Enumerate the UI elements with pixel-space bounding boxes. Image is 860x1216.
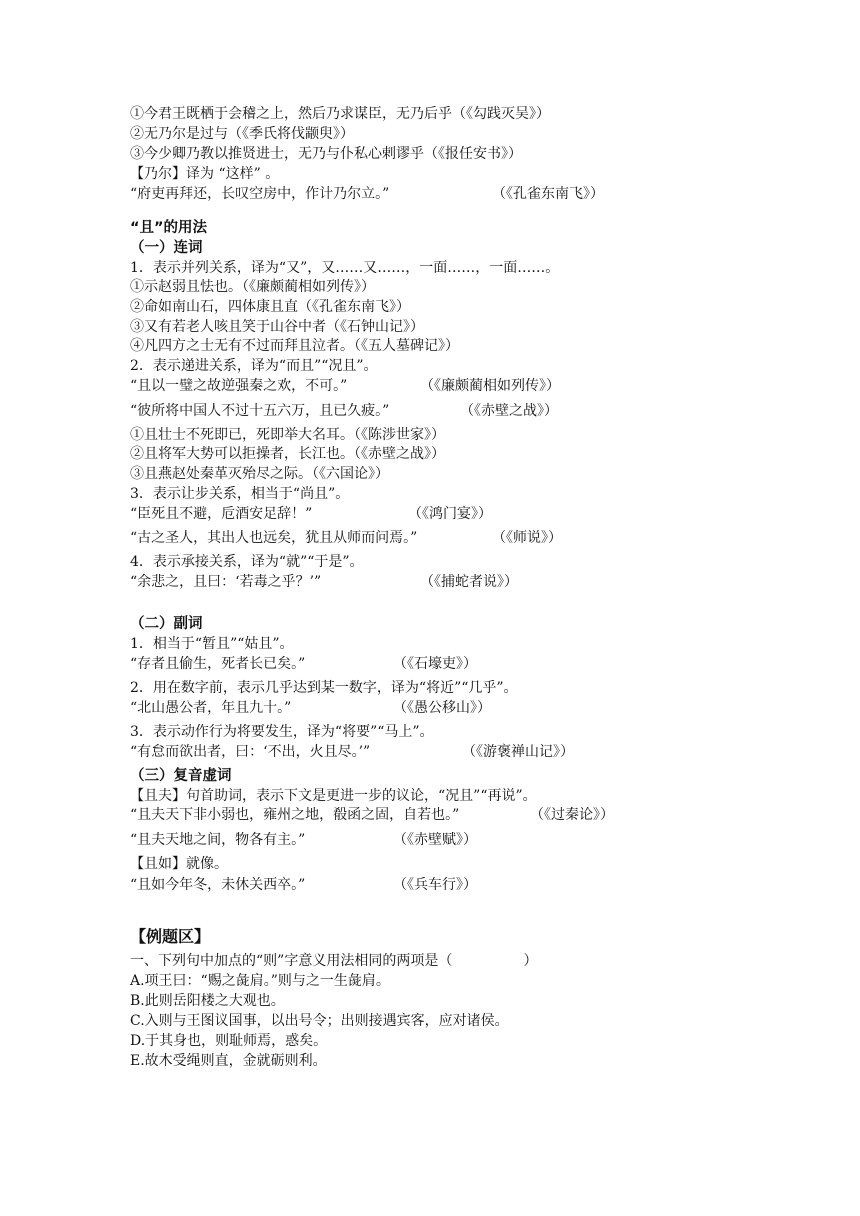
text-line: “且如今年冬，未休关西卒。”: [130, 877, 306, 893]
answer-option: B.此则岳阳楼之大观也。: [130, 993, 285, 1009]
text-line: ②无乃尔是过与（《季氏将伐颛臾》）: [130, 126, 354, 142]
source-citation: （《石壕吏》）: [393, 656, 477, 672]
section-heading: “且”的用法: [130, 220, 208, 236]
subsection-heading: （三）复音虚词: [130, 768, 232, 784]
source-citation: （《捕蛇者说》）: [420, 574, 518, 590]
text-line: 2．用在数字前，表示几乎达到某一数字，译为“将近”“几乎”。: [130, 680, 518, 696]
question-stem: 一、下列句中加点的“则”字意义用法相同的两项是（ ）: [130, 953, 538, 969]
text-line: “且夫天地之间，物各有主。”: [130, 832, 306, 848]
text-line: ③又有若老人咳且笑于山谷中者（《石钟山记》）: [130, 319, 424, 335]
source-citation: （《师说》）: [492, 530, 562, 546]
text-line: ③且燕赵处秦革灭殆尽之际。（《六国论》）: [130, 466, 389, 482]
text-line: 【且夫】句首助词，表示下文是更进一步的议论，“况且”“再说”。: [130, 788, 537, 804]
text-line: 【且如】就像。: [130, 856, 228, 872]
answer-option: E.故木受绳则直，金就砺则利。: [130, 1053, 327, 1069]
text-line: ①且壮士不死即已，死即举大名耳。（《陈涉世家》）: [130, 427, 445, 443]
text-line: “且以一璧之故逆强秦之欢，不可。”: [130, 378, 348, 394]
text-line: 1．相当于“暂且”“姑且”。: [130, 636, 294, 652]
text-line: 1．表示并列关系，译为“又”，又……又……，一面……，一面……。: [130, 260, 560, 276]
text-line: “彼所将中国人不过十五六万，且已久疲。”: [130, 403, 390, 419]
text-line: ①今君王既栖于会稽之上，然后乃求谋臣，无乃后乎（《勾践灭吴》）: [130, 106, 550, 122]
subsection-heading: （一）连词: [130, 240, 203, 256]
source-citation: （《孔雀东南飞》）: [492, 186, 604, 202]
source-citation: （《兵车行》）: [393, 877, 477, 893]
text-line: ②且将军大势可以拒操者，长江也。（《赤壁之战》）: [130, 446, 445, 462]
text-line: “古之圣人，其出人也远矣，犹且从师而问焉。”: [130, 530, 418, 546]
text-line: 【乃尔】译为 “这样” 。: [130, 166, 280, 182]
text-line: ②命如南山石，四体康且直（《孔雀东南飞》）: [130, 299, 410, 315]
text-line: ③今少卿乃教以推贤进士，无乃与仆私心剌谬乎（《报任安书》）: [130, 146, 522, 162]
text-line: “且夫天下非小弱也，雍州之地，殽函之固，自若也。”: [130, 807, 460, 823]
source-citation: （《廉颇蔺相如列传》）: [420, 378, 560, 394]
text-line: 2．表示递进关系，译为“而且”“况且”。: [130, 358, 378, 374]
text-line: 3．表示让步关系，相当于“尚且”。: [130, 486, 350, 502]
source-citation: （《愚公移山》）: [393, 700, 491, 716]
subsection-heading: （二）副词: [130, 616, 203, 632]
source-citation: （《赤壁赋》）: [393, 832, 477, 848]
text-line: “府吏再拜还，长叹空房中，作计乃尔立。”: [130, 186, 390, 202]
answer-option: D.于其身也，则耻师焉，惑矣。: [130, 1033, 328, 1049]
source-citation: （《过秦论》）: [530, 807, 614, 823]
text-line: “北山愚公者，年且九十。”: [130, 700, 292, 716]
text-line: 3．表示动作行为将要发生，译为“将要”“马上”。: [130, 724, 434, 740]
text-line: 4．表示承接关系，译为“就”“于是”。: [130, 554, 364, 570]
answer-option: A.项王曰：“赐之彘肩。”则与之一生彘肩。: [130, 973, 390, 989]
text-line: ①示赵弱且怯也。（《廉颇蔺相如列传》）: [130, 279, 375, 295]
text-line: “余悲之，且曰：‘若毒之乎？’”: [130, 574, 322, 590]
section-heading: 【例题区】: [130, 927, 211, 946]
source-citation: （《鸿门宴》）: [408, 506, 492, 522]
text-line: “存者且偷生，死者长已矣。”: [130, 656, 306, 672]
text-line: “有怠而欲出者，曰：‘不出，火且尽。’”: [130, 744, 371, 760]
text-line: “臣死且不避，卮酒安足辞！”: [130, 506, 313, 522]
answer-option: C.入则与王图议国事，以出号令；出则接遇宾客，应对诸侯。: [130, 1013, 509, 1029]
text-line: ④凡四方之士无有不过而拜且泣者。（《五人墓碑记》）: [130, 338, 459, 354]
source-citation: （《赤壁之战》）: [460, 403, 558, 419]
source-citation: （《游褒禅山记》）: [462, 744, 574, 760]
